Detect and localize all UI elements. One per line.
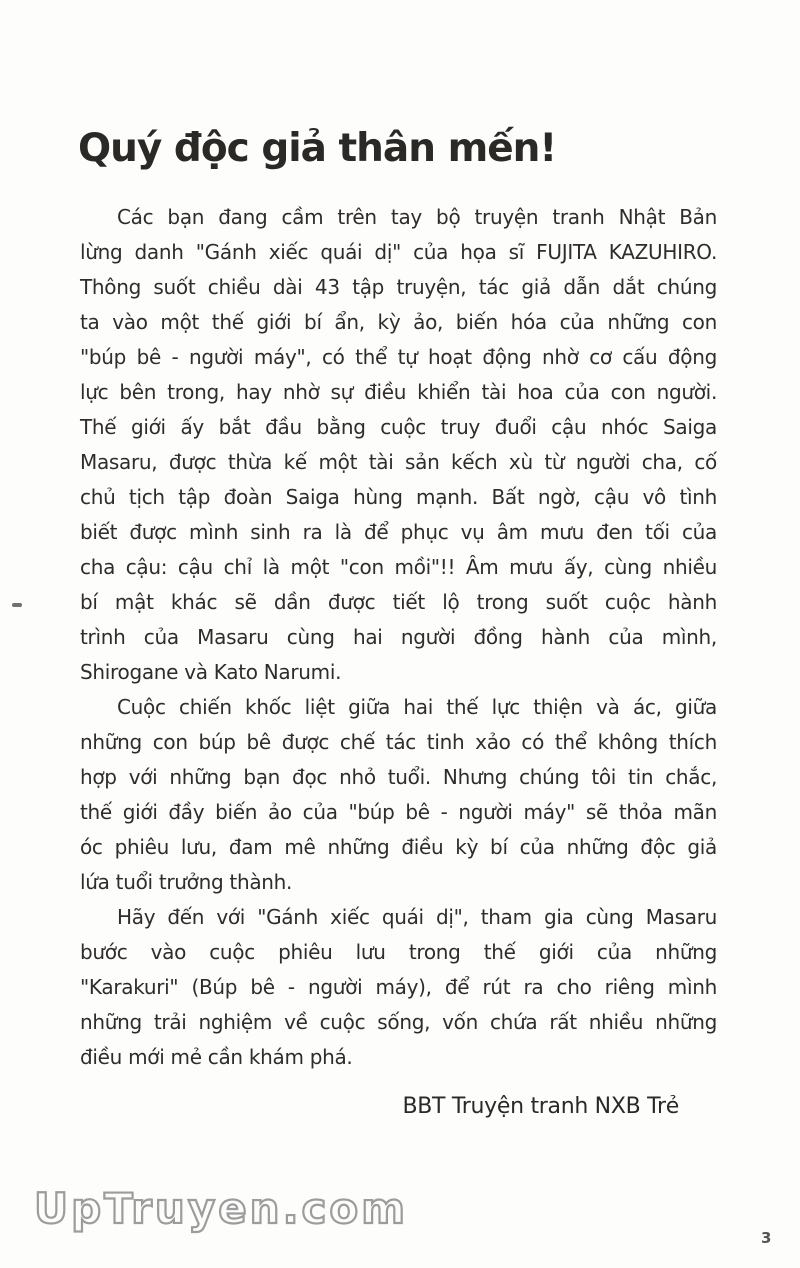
text-line: lực bên trong, hay nhờ sự điều khiển tài hoa của con người.	[80, 380, 717, 404]
text-line: óc phiêu lưu, đam mê những điều kỳ bí của những độc giả	[80, 835, 717, 859]
text-line: Các bạn đang cầm trên tay bộ truyện tranh Nhật Bản	[117, 205, 717, 229]
text-line: cha cậu: cậu chỉ là một "con mồi"!! Âm mưu ấy, cùng nhiều	[80, 555, 717, 579]
scan-artifact-corner-mark: 3	[761, 1229, 772, 1247]
text-line: thế giới đầy biến ảo của "búp bê - người máy" sẽ thỏa mãn	[80, 800, 717, 824]
page-title: Quý độc giả thân mến!	[78, 126, 557, 171]
text-line: "búp bê - người máy", có thể tự hoạt động nhờ cơ cấu động	[80, 345, 717, 369]
letter-body	[80, 200, 717, 1075]
text-line: biết được mình sinh ra là để phục vụ âm mưu đen tối của	[80, 520, 717, 544]
scan-artifact-dash	[12, 603, 22, 607]
text-line: Thông suốt chiều dài 43 tập truyện, tác giả dẫn dắt chúng	[80, 275, 717, 299]
text-line: lứa tuổi trưởng thành.	[80, 870, 293, 894]
text-line: ta vào một thế giới bí ẩn, kỳ ảo, biến hóa của những con	[80, 310, 717, 334]
uptruyen-watermark: UpTruyen.com	[34, 1184, 409, 1233]
text-line: những trải nghiệm về cuộc sống, vốn chứa rất nhiều những	[80, 1010, 717, 1034]
text-line: lừng danh "Gánh xiếc quái dị" của họa sĩ FUJITA KAZUHIRO.	[80, 240, 717, 264]
text-line: hợp với những bạn đọc nhỏ tuổi. Nhưng chúng tôi tin chắc,	[80, 765, 717, 789]
text-line: những con búp bê được chế tác tinh xảo có thể không thích	[80, 730, 717, 754]
text-line: chủ tịch tập đoàn Saiga hùng mạnh. Bất ngờ, cậu vô tình	[80, 485, 717, 509]
text-line: Cuộc chiến khốc liệt giữa hai thế lực thiện và ác, giữa	[117, 695, 717, 719]
text-line: "Karakuri" (Búp bê - người máy), để rút ra cho riêng mình	[80, 975, 717, 999]
text-line: bước vào cuộc phiêu lưu trong thế giới của những	[80, 940, 717, 964]
text-line: bí mật khác sẽ dần được tiết lộ trong suốt cuộc hành	[80, 590, 717, 614]
text-line: trình của Masaru cùng hai người đồng hành của mình,	[80, 625, 717, 649]
text-line: điều mới mẻ cần khám phá.	[80, 1045, 353, 1069]
text-line: Masaru, được thừa kế một tài sản kếch xù từ người cha, cố	[80, 450, 717, 474]
text-line: Thế giới ấy bắt đầu bằng cuộc truy đuổi cậu nhóc Saiga	[80, 415, 717, 439]
text-line: Shirogane và Kato Narumi.	[80, 660, 342, 684]
text-line: Hãy đến với "Gánh xiếc quái dị", tham gia cùng Masaru	[117, 905, 717, 929]
signature-line: BBT Truyện tranh NXB Trẻ	[402, 1094, 679, 1119]
